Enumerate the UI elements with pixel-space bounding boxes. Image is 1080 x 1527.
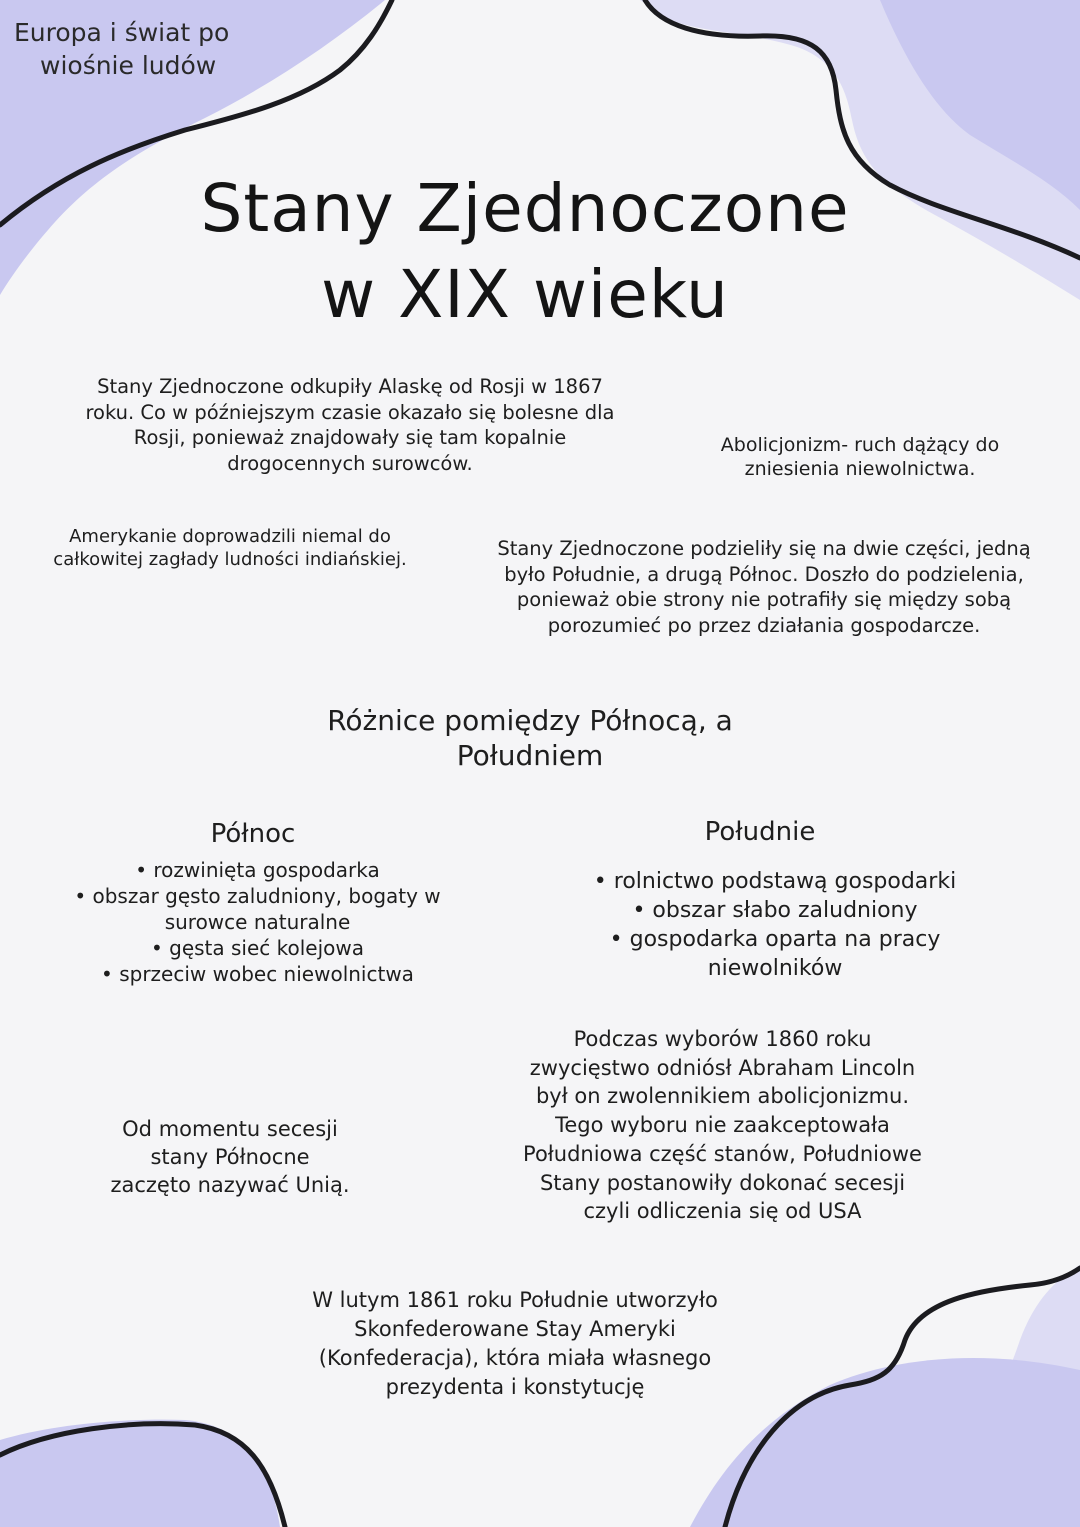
note-line: ponieważ obie strony nie potrafiły się między sobą (516, 588, 1012, 611)
note-line: Rosji, ponieważ znajdowały się tam kopalnie (133, 426, 567, 449)
south-heading: Południe (704, 817, 816, 847)
note-line: Tego wyboru nie zaakceptowała (555, 1113, 890, 1138)
note-line: Stany postanowiły dokonać secesji (539, 1170, 906, 1195)
note-line: W lutym 1861 roku Południe utworzyło (312, 1288, 718, 1312)
note-line: roku. Co w późniejszym czasie okazało się bolesne dla (85, 400, 615, 424)
south-list (530, 867, 1020, 983)
topic-label (14, 16, 229, 82)
blob-bottom-left (0, 1420, 280, 1527)
note-line: Podczas wyborów 1860 roku (573, 1027, 872, 1051)
note-line: Amerykanie doprowadzili niemal do (69, 526, 391, 547)
note-abolitionism (690, 433, 1030, 481)
note-line: prezydenta i konstytucję (385, 1375, 645, 1399)
list-item: • sprzeciw wobec niewolnictwa (101, 962, 414, 986)
note-line: całkowitej zagłady ludności indiańskiej. (53, 549, 407, 570)
list-item: • gęsta sieć kolejowa (150, 936, 365, 960)
list-item: • obszar słabo zaludniony (632, 898, 918, 923)
list-item: • rolnictwo podstawą gospodarki (593, 869, 957, 894)
topic-label-line: wiośnie ludów (40, 51, 217, 80)
note-line: Stany Zjednoczone odkupiły Alaskę od Rosji w 1867 (97, 375, 603, 398)
north-list (20, 857, 495, 987)
note-line: zwycięstwo odniósł Abraham Lincoln (529, 1055, 916, 1080)
note-line: Stany Zjednoczone podzieliły się na dwie części, jedną (497, 537, 1031, 560)
page-title-line: w XIX wieku (321, 256, 729, 333)
note-line: zaczęto nazywać Unią. (110, 1173, 350, 1197)
note-line: porozumieć po przez działania gospodarcze. (547, 613, 981, 637)
note-line: było Południe, a drugą Północ. Doszło do podzielenia, (504, 562, 1024, 586)
note-indians (12, 525, 448, 571)
note-line: Abolicjonizm- ruch dążący do (720, 434, 1000, 456)
note-line: był on zwolennikiem abolicjonizmu. (535, 1084, 910, 1109)
list-item: • obszar gęsto zaludniony, bogaty w (74, 884, 441, 908)
note-line: Południowa część stanów, Południowe (523, 1141, 922, 1166)
list-item: • rozwinięta gospodarka (135, 858, 380, 882)
note-line: zniesienia niewolnictwa. (744, 458, 976, 480)
comparison-heading-line: Południem (456, 739, 604, 772)
note-union (60, 1115, 400, 1199)
note-line: stany Północne (150, 1145, 310, 1169)
list-item: niewolników (707, 956, 843, 981)
comparison-heading (230, 703, 830, 773)
page-title-line: Stany Zjednoczone (200, 170, 850, 247)
note-line: drogocennych surowców. (227, 451, 473, 475)
list-item: surowce naturalne (164, 910, 351, 934)
note-alaska (30, 374, 670, 476)
topic-label-line: Europa i świat po (14, 18, 230, 47)
page-title (90, 166, 960, 338)
north-heading: Północ (210, 819, 296, 849)
note-line: Od momentu secesji (122, 1117, 338, 1141)
note-line: (Konfederacja), która miała własnego (318, 1346, 712, 1370)
list-item: • gospodarka oparta na pracy (609, 927, 941, 952)
comparison-heading-line: Różnice pomiędzy Północą, a (327, 704, 733, 737)
note-line: Skonfederowane Stay Ameryki (354, 1317, 676, 1341)
note-lincoln (460, 1025, 985, 1226)
note-confederacy (240, 1286, 790, 1402)
note-line: czyli odliczenia się od USA (583, 1199, 862, 1224)
note-division (448, 536, 1080, 638)
